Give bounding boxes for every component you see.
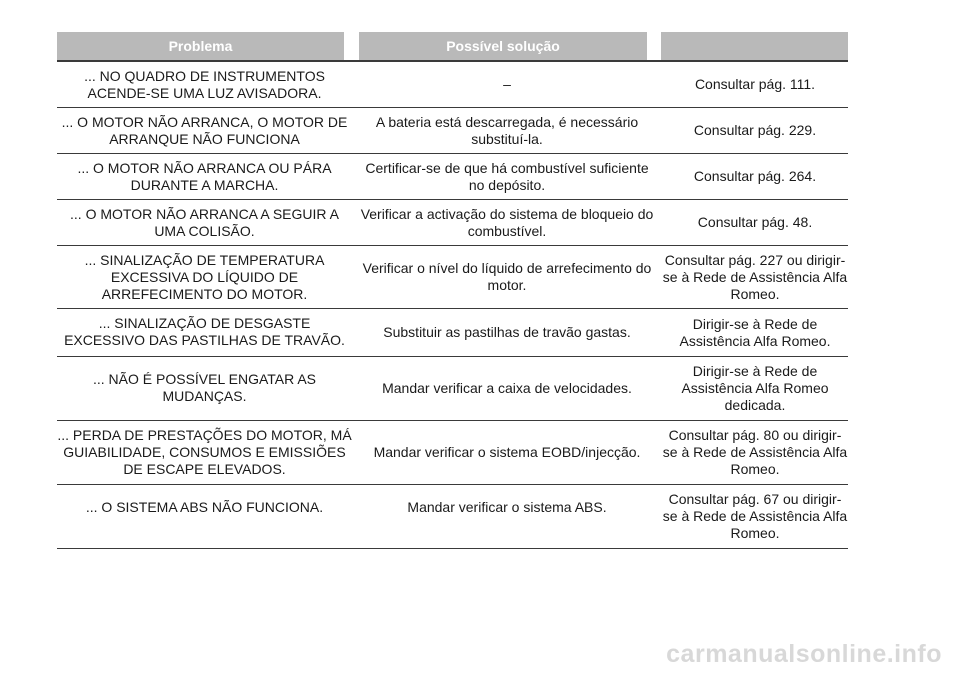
reference-cell: Consultar pág. 80 ou dirigir-se à Rede de Assistência Alfa Romeo. bbox=[662, 427, 848, 477]
problem-cell: ... NÃO É POSSÍVEL ENGATAR AS MUDANÇAS. bbox=[92, 371, 317, 404]
table-header bbox=[57, 32, 848, 62]
table-row bbox=[57, 421, 848, 485]
solution-cell: Verificar a activação do sistema de bloqueio do combustível. bbox=[360, 206, 654, 239]
table-row bbox=[57, 108, 848, 154]
solution-cell: A bateria está descarregada, é necessário substituí-la. bbox=[375, 114, 639, 147]
table-row bbox=[57, 62, 848, 108]
solution-cell: Verificar o nível do líquido de arrefecimento do motor. bbox=[362, 260, 652, 293]
table-row bbox=[57, 309, 848, 357]
header-reference bbox=[661, 32, 848, 60]
table-row bbox=[57, 357, 848, 421]
solution-cell: Mandar verificar a caixa de velocidades. bbox=[382, 380, 632, 396]
problem-cell: ... PERDA DE PRESTAÇÕES DO MOTOR, MÁ GUIABILIDADE, CONSUMOS E EMISSIÕES DE ESCAPE ELEVADOS. bbox=[57, 427, 352, 477]
reference-cell: Consultar pág. 111. bbox=[694, 76, 816, 92]
solution-cell: Mandar verificar o sistema EOBD/injecção. bbox=[373, 444, 641, 460]
site-watermark: carmanualsonline.info bbox=[666, 640, 942, 668]
reference-cell: Consultar pág. 227 ou dirigir-se à Rede de Assistência Alfa Romeo. bbox=[662, 252, 848, 302]
solution-cell: Substituir as pastilhas de travão gastas. bbox=[383, 324, 631, 340]
reference-cell: Consultar pág. 48. bbox=[697, 214, 813, 230]
header-problem: Problema bbox=[57, 32, 344, 60]
table-row bbox=[57, 246, 848, 309]
solution-cell: – bbox=[503, 76, 511, 92]
header-solution: Possível solução bbox=[359, 32, 647, 60]
solution-cell: Certificar-se de que há combustível suficiente no depósito. bbox=[365, 160, 649, 193]
problem-cell: ... SINALIZAÇÃO DE DESGASTE EXCESSIVO DAS PASTILHAS DE TRAVÃO. bbox=[64, 315, 345, 348]
table-row bbox=[57, 154, 848, 200]
problem-cell: ... NO QUADRO DE INSTRUMENTOS ACENDE-SE UMA LUZ AVISADORA. bbox=[84, 68, 325, 101]
solution-cell: Mandar verificar o sistema ABS. bbox=[407, 499, 607, 515]
table-row bbox=[57, 200, 848, 246]
problem-cell: ... O MOTOR NÃO ARRANCA, O MOTOR DE ARRANQUE NÃO FUNCIONA bbox=[61, 114, 348, 147]
reference-cell: Consultar pág. 264. bbox=[693, 168, 817, 184]
problem-cell: ... SINALIZAÇÃO DE TEMPERATURA EXCESSIVA DO LÍQUIDO DE ARREFECIMENTO DO MOTOR. bbox=[84, 252, 325, 302]
reference-cell: Dirigir-se à Rede de Assistência Alfa Romeo dedicada. bbox=[681, 363, 829, 413]
problem-cell: ... O SISTEMA ABS NÃO FUNCIONA. bbox=[85, 499, 324, 515]
problem-cell: ... O MOTOR NÃO ARRANCA OU PÁRA DURANTE A MARCHA. bbox=[77, 160, 332, 193]
problem-cell: ... O MOTOR NÃO ARRANCA A SEGUIR A UMA COLISÃO. bbox=[70, 206, 339, 239]
table-row bbox=[57, 485, 848, 549]
reference-cell: Consultar pág. 229. bbox=[693, 122, 817, 138]
troubleshooting-table bbox=[57, 32, 848, 549]
reference-cell: Dirigir-se à Rede de Assistência Alfa Romeo. bbox=[679, 315, 831, 349]
reference-cell: Consultar pág. 67 ou dirigir-se à Rede de Assistência Alfa Romeo. bbox=[662, 491, 848, 541]
